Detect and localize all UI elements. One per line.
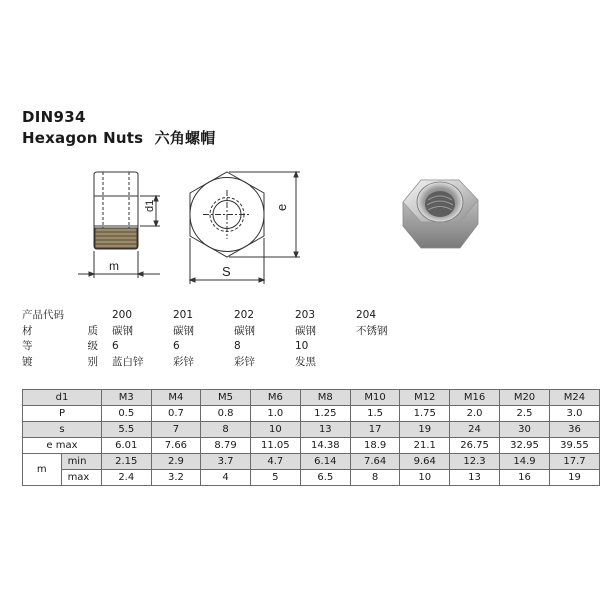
table-header-cell: M12 — [400, 390, 450, 406]
side-view-drawing — [78, 172, 160, 278]
table-header-cell: M3 — [101, 390, 151, 406]
table-row-emax — [23, 438, 600, 454]
table-cell: 7.64 — [350, 454, 400, 470]
table-cell: 3.0 — [549, 406, 599, 422]
table-cell: 2.9 — [151, 454, 201, 470]
row-sublabel: min — [61, 454, 101, 470]
dimensions-table — [22, 389, 600, 486]
table-cell: 32.95 — [500, 438, 550, 454]
table-cell: 36 — [549, 422, 599, 438]
spec-row-grade: 等 级 6 6 8 10 — [22, 339, 417, 355]
table-cell: 0.5 — [101, 406, 151, 422]
table-cell: 6.14 — [300, 454, 350, 470]
table-cell: 3.7 — [201, 454, 251, 470]
table-cell: 2.0 — [450, 406, 500, 422]
table-cell: 8 — [201, 422, 251, 438]
top-view-drawing — [190, 172, 300, 284]
table-cell: 13 — [300, 422, 350, 438]
table-cell: 13 — [450, 470, 500, 486]
table-cell: 1.5 — [350, 406, 400, 422]
table-header-cell: M10 — [350, 390, 400, 406]
table-cell: 30 — [500, 422, 550, 438]
row-label: m — [23, 454, 62, 486]
table-row-p — [23, 406, 600, 422]
spec-label: 材 质 — [22, 324, 98, 337]
table-header-cell: M24 — [549, 390, 599, 406]
table-cell: 4.7 — [250, 454, 300, 470]
spec-label: 产品代码 — [22, 309, 64, 321]
product-name-cn: 六角螺帽 — [154, 129, 216, 147]
spec-label: 等 级 — [22, 340, 98, 352]
table-cell: 18.9 — [350, 438, 400, 454]
table-cell: 21.1 — [400, 438, 450, 454]
table-cell: 26.75 — [450, 438, 500, 454]
d1-label: d1 — [144, 199, 156, 212]
spec-row-material: 材 质 碳钢 碳钢 碳钢 碳钢 不锈钢 — [22, 324, 417, 340]
table-cell: 2.4 — [101, 470, 151, 486]
table-header-cell: M4 — [151, 390, 201, 406]
spec-label: 镀 别 — [22, 355, 98, 368]
table-cell: 10 — [250, 422, 300, 438]
table-cell: 5 — [250, 470, 300, 486]
spec-row-plating: 镀 别 蓝白锌 彩锌 彩锌 发黑 — [22, 355, 417, 371]
product-specs — [22, 308, 417, 370]
row-label: s — [23, 422, 102, 438]
table-cell: 14.38 — [300, 438, 350, 454]
nut-photo-image — [403, 180, 478, 248]
table-cell: 8.79 — [201, 438, 251, 454]
row-label: P — [23, 406, 102, 422]
table-row-s — [23, 422, 600, 438]
table-cell: 1.25 — [300, 406, 350, 422]
table-cell: 1.75 — [400, 406, 450, 422]
table-cell: 17 — [350, 422, 400, 438]
product-title — [22, 127, 215, 148]
table-header-cell: M16 — [450, 390, 500, 406]
table-header-cell: M5 — [201, 390, 251, 406]
table-cell: 5.5 — [101, 422, 151, 438]
table-cell: 3.2 — [151, 470, 201, 486]
table-cell: 14.9 — [500, 454, 550, 470]
table-cell: 4 — [201, 470, 251, 486]
table-header-cell: M6 — [250, 390, 300, 406]
table-cell: 24 — [450, 422, 500, 438]
drawings-area — [0, 150, 600, 290]
spec-row-code: 产品代码 200 201 202 203 204 — [22, 308, 417, 324]
table-cell: 8 — [350, 470, 400, 486]
table-header-row — [23, 390, 600, 406]
table-cell: 7.66 — [151, 438, 201, 454]
technical-drawings — [0, 150, 600, 290]
table-header-cell: M20 — [500, 390, 550, 406]
s-label: S — [222, 264, 231, 279]
table-cell: 19 — [400, 422, 450, 438]
table-cell: 1.0 — [250, 406, 300, 422]
table-row-m-max — [23, 470, 600, 486]
table-cell: 16 — [500, 470, 550, 486]
table-cell: 12.3 — [450, 454, 500, 470]
table-cell: 19 — [549, 470, 599, 486]
row-label: e max — [23, 438, 102, 454]
table-cell: 2.15 — [101, 454, 151, 470]
table-cell: 9.64 — [400, 454, 450, 470]
table-header-cell: M8 — [300, 390, 350, 406]
table-cell: 0.8 — [201, 406, 251, 422]
table-cell: 39.55 — [549, 438, 599, 454]
table-cell: 6.5 — [300, 470, 350, 486]
product-name: Hexagon Nuts — [22, 129, 144, 147]
table-cell: 7 — [151, 422, 201, 438]
table-cell: 2.5 — [500, 406, 550, 422]
row-sublabel: max — [61, 470, 101, 486]
table-cell: 17.7 — [549, 454, 599, 470]
table-cell: 6.01 — [101, 438, 151, 454]
table-cell: 11.05 — [250, 438, 300, 454]
table-header-label: d1 — [23, 390, 102, 406]
e-label: e — [274, 203, 289, 211]
m-label: m — [109, 259, 119, 273]
standard-title: DIN934 — [22, 108, 86, 126]
table-cell: 10 — [400, 470, 450, 486]
table-row-m-min — [23, 454, 600, 470]
table-cell: 0.7 — [151, 406, 201, 422]
